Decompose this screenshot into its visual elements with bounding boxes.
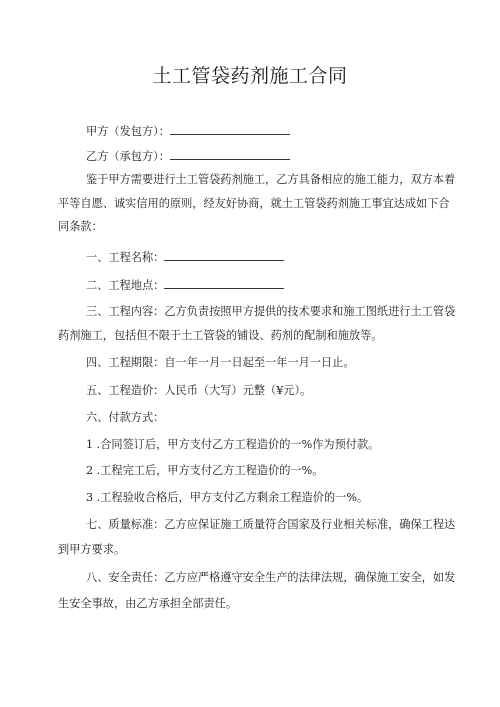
- preamble-line: 同条款：: [58, 220, 103, 233]
- party-a-row: [86, 122, 290, 140]
- quality-standard-line: 七、质量标准：乙方应保证施工质量符合国家及行业相关标准，确保工程达: [86, 518, 456, 531]
- party-a-label: 甲方（发包方）：: [86, 125, 170, 138]
- preamble-line: 鉴于甲方需要进行土工管袋药剂施工，乙方具备相应的施工能力，双方本着: [86, 173, 456, 186]
- work-content-line: 药剂施工，包括但不限于土工管袋的铺设、药剂的配制和施放等。: [58, 329, 383, 342]
- project-location-row: [86, 276, 284, 294]
- safety-responsibility-line: 八、安全责任：乙方应严格遵守安全生产的法律法规，确保施工安全，如发: [86, 571, 456, 584]
- payment-item: 1 .合同签订后，甲方支付乙方工程造价的一%作为预付款。: [86, 438, 380, 451]
- project-name-label: 一、工程名称：: [86, 251, 165, 264]
- project-cost: 五、工程造价：人民币（大写）元整（¥元）。: [86, 384, 312, 397]
- project-name-field[interactable]: [164, 248, 284, 261]
- project-period: 四、工程期限：自一年一月一日起至一年一月一日止。: [86, 356, 355, 369]
- work-content-line: 三、工程内容：乙方负责按照甲方提供的技术要求和施工图纸进行土工管袋: [86, 305, 456, 318]
- project-location-field[interactable]: [164, 276, 284, 289]
- contract-title: 土工管袋药剂施工合同: [152, 65, 348, 87]
- party-b-field[interactable]: [170, 147, 290, 160]
- quality-standard-line: 到甲方要求。: [58, 543, 126, 556]
- payment-method-heading: 六、付款方式：: [86, 411, 165, 424]
- safety-responsibility-line: 生安全事故，由乙方承担全部责任。: [58, 597, 238, 610]
- preamble-line: 平等自愿、诚实信用的原则，经友好协商，就土工管袋药剂施工事宜达成如下合: [58, 197, 450, 210]
- party-b-label: 乙方（承包方）：: [86, 150, 170, 163]
- project-name-row: [86, 248, 284, 266]
- party-b-row: [86, 147, 290, 165]
- payment-item: 2 .工程完工后，甲方支付乙方工程造价的一%。: [86, 464, 324, 477]
- party-a-field[interactable]: [170, 122, 290, 135]
- project-location-label: 二、工程地点：: [86, 279, 165, 292]
- payment-item: 3 .工程验收合格后，甲方支付乙方剩余工程造价的一%。: [86, 491, 369, 504]
